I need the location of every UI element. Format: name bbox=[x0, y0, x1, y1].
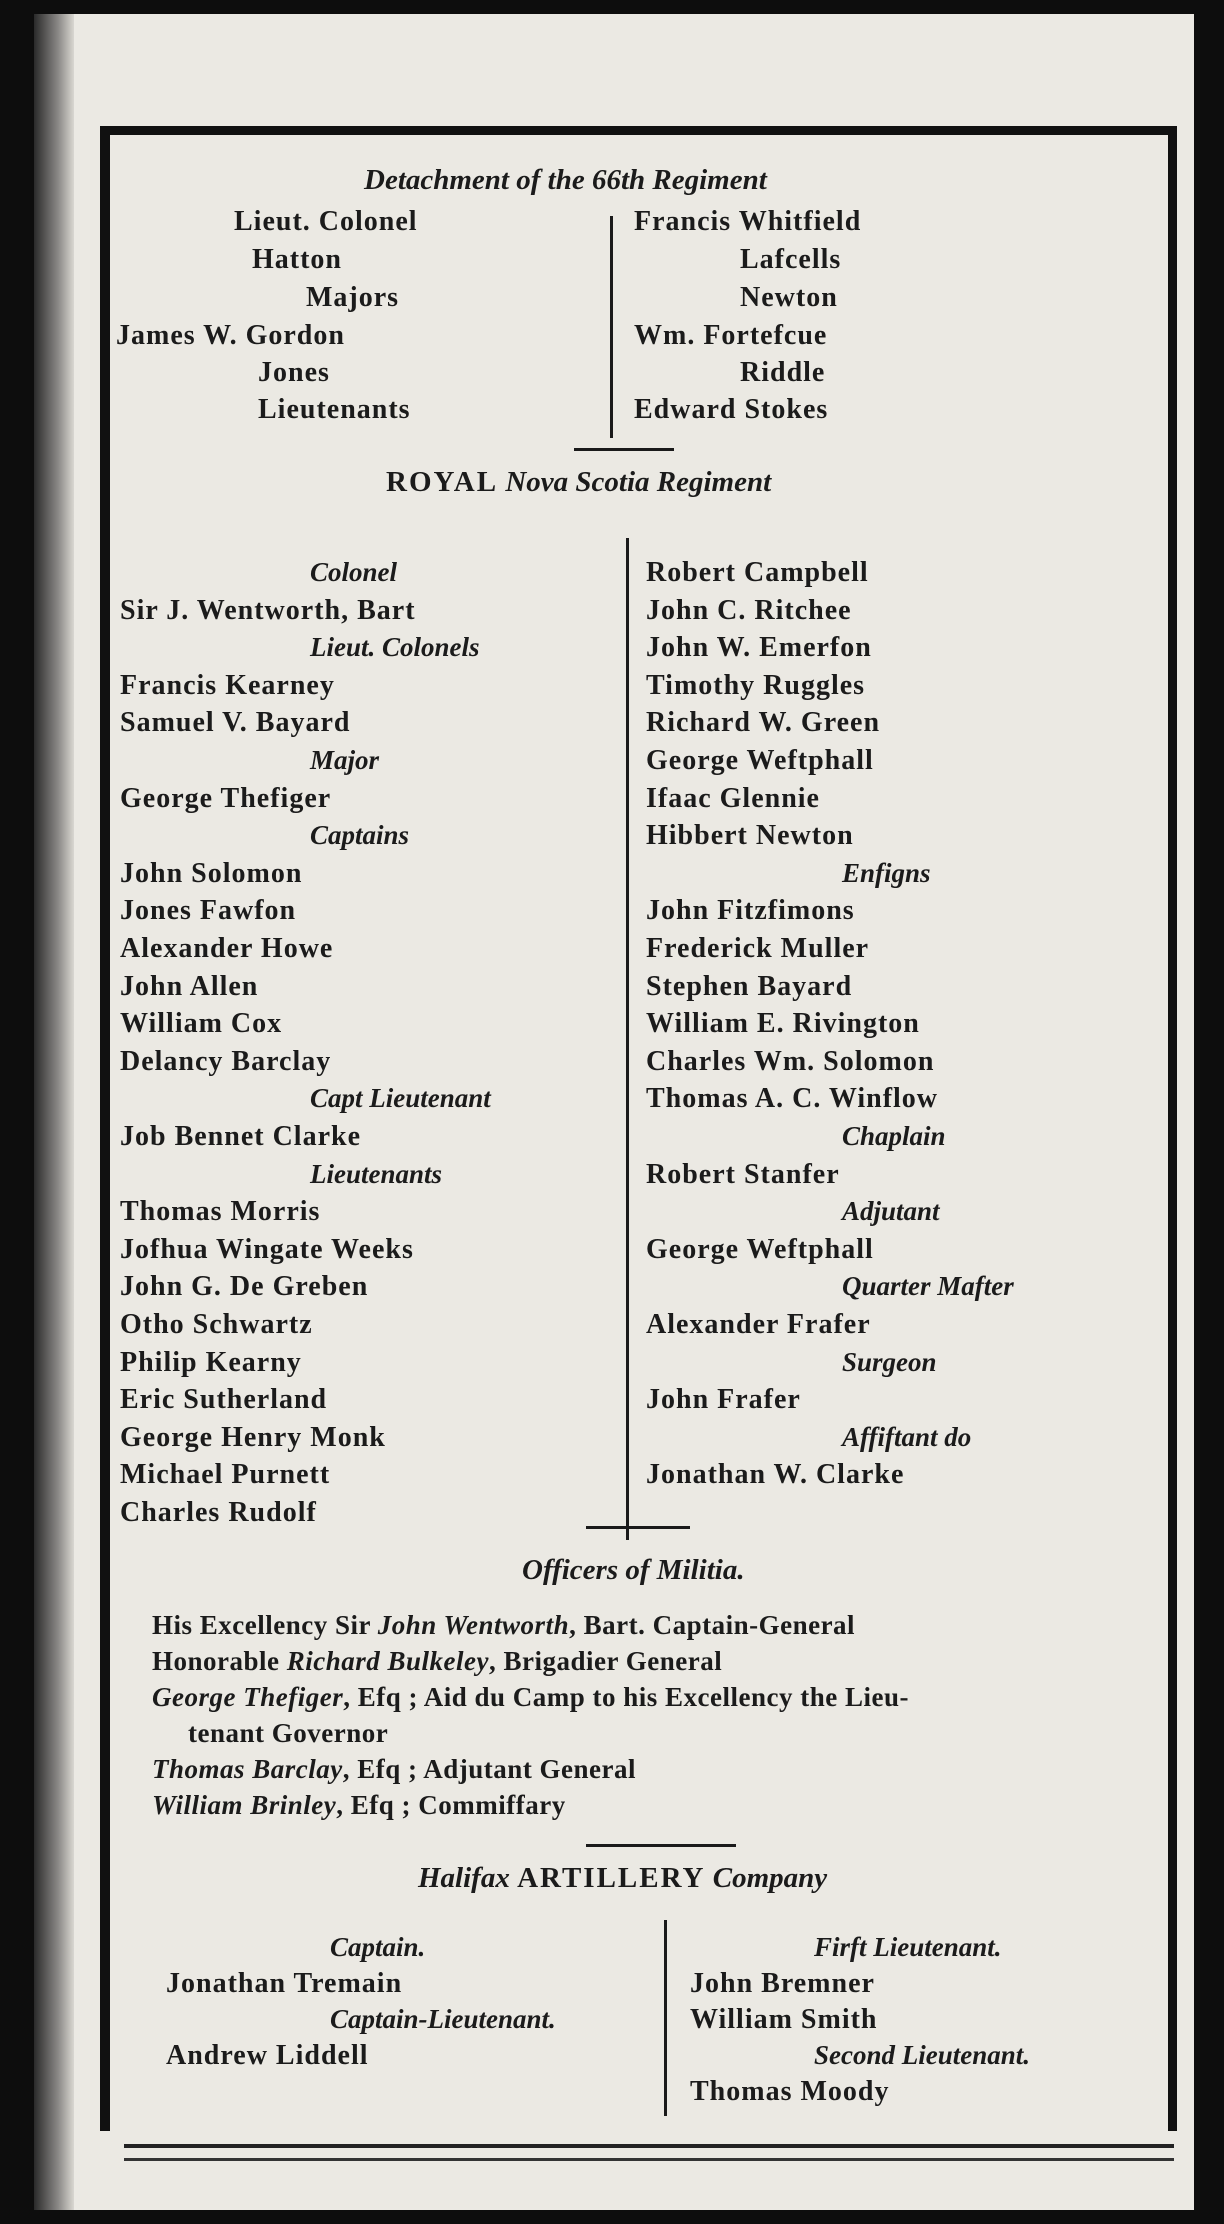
officer-name: Jonathan W. Clarke bbox=[646, 1459, 905, 1491]
officer-name: John W. Emerfon bbox=[646, 632, 872, 664]
officer-name: Alexander Howe bbox=[120, 933, 334, 964]
militia-line bbox=[152, 1682, 909, 1713]
militia-text: Honorable bbox=[152, 1646, 287, 1676]
militia-text: , Efq ; Commiffary bbox=[336, 1790, 566, 1820]
officer-name: George Henry Monk bbox=[120, 1421, 386, 1453]
officer-name: John C. Ritchee bbox=[646, 594, 852, 626]
detachment-right-1: Lafcells bbox=[740, 244, 842, 275]
detachment-right-3: Wm. Fortefcue bbox=[634, 320, 828, 351]
detachment-right-4: Riddle bbox=[740, 357, 826, 388]
officer-name: Richard W. Green bbox=[646, 707, 881, 739]
detachment-divider bbox=[610, 216, 613, 438]
artillery-divider bbox=[664, 1920, 667, 2116]
detachment-left-4: Jones bbox=[258, 357, 330, 388]
officer-name: Delancy Barclay bbox=[120, 1045, 332, 1077]
militia-line bbox=[152, 1646, 722, 1677]
officer-name: John Bremner bbox=[690, 1968, 875, 1999]
militia-line bbox=[188, 1718, 388, 1749]
militia-heading: Officers of Militia. bbox=[522, 1554, 745, 1586]
rank-heading: Captains bbox=[310, 820, 410, 851]
detachment-left-5: Lieutenants bbox=[258, 394, 411, 425]
officer-name: George Weftphall bbox=[646, 1233, 874, 1265]
officer-name: John Frafer bbox=[646, 1384, 801, 1416]
rank-heading: Quarter Mafter bbox=[842, 1271, 1014, 1302]
officer-name: Timothy Ruggles bbox=[646, 669, 866, 701]
officer-name: William Smith bbox=[690, 2004, 878, 2035]
officer-name: John Allen bbox=[120, 970, 259, 1002]
rank-heading: Captain-Lieutenant. bbox=[330, 2004, 556, 2034]
officer-name: Philip Kearny bbox=[120, 1346, 302, 1378]
rank-heading: Enfigns bbox=[842, 857, 931, 888]
detachment-right-2: Newton bbox=[740, 282, 838, 313]
militia-text: , Efq ; Adjutant General bbox=[342, 1754, 637, 1784]
officer-name: William E. Rivington bbox=[646, 1008, 920, 1040]
rank-heading: Firft Lieutenant. bbox=[814, 1932, 1002, 1962]
detachment-right-5: Edward Stokes bbox=[634, 394, 829, 425]
officer-name: Michael Purnett bbox=[120, 1459, 331, 1491]
section-rule bbox=[586, 1844, 736, 1847]
bottom-rule bbox=[124, 2144, 1174, 2161]
militia-officer-name: Richard Bulkeley bbox=[286, 1646, 490, 1676]
rank-heading: Captain. bbox=[330, 1932, 426, 1962]
officer-name: Robert Stanfer bbox=[646, 1158, 840, 1190]
officer-name: Otho Schwartz bbox=[120, 1309, 313, 1340]
officer-name: Job Bennet Clarke bbox=[120, 1121, 361, 1152]
rank-heading: Chaplain bbox=[842, 1121, 946, 1151]
militia-officer-name: William Brinley bbox=[152, 1790, 337, 1820]
militia-text: , Brigadier General bbox=[489, 1646, 723, 1676]
officer-name: Alexander Frafer bbox=[646, 1309, 871, 1340]
officer-name: George Weftphall bbox=[646, 745, 874, 776]
detachment-left-0: Lieut. Colonel bbox=[234, 206, 418, 237]
officer-name: Francis Kearney bbox=[120, 669, 335, 701]
detachment-heading: Detachment of the 66th Regiment bbox=[364, 164, 767, 196]
rank-heading: Major bbox=[310, 745, 380, 775]
officer-name: Andrew Liddell bbox=[166, 2040, 369, 2071]
officer-name: Samuel V. Bayard bbox=[120, 707, 351, 739]
officer-name: John G. De Greben bbox=[120, 1271, 369, 1303]
royal-divider bbox=[626, 538, 629, 1540]
officer-name: Jones Fawfon bbox=[120, 895, 297, 927]
rank-heading: Surgeon bbox=[842, 1346, 937, 1377]
officer-name: Charles Wm. Solomon bbox=[646, 1045, 935, 1077]
rank-heading: Affiftant do bbox=[842, 1421, 972, 1452]
rank-heading: Second Lieutenant. bbox=[814, 2040, 1031, 2070]
detachment-left-2: Majors bbox=[306, 282, 400, 313]
militia-text: His Excellency Sir bbox=[152, 1610, 378, 1640]
officer-name: Ifaac Glennie bbox=[646, 782, 820, 814]
officer-name: John Solomon bbox=[120, 857, 303, 889]
militia-text: , Bart. Captain-General bbox=[569, 1610, 856, 1640]
rank-heading: Colonel bbox=[310, 557, 398, 587]
officer-name: William Cox bbox=[120, 1008, 283, 1040]
officer-name: Charles Rudolf bbox=[120, 1497, 317, 1528]
almanac-page bbox=[34, 14, 1194, 2210]
militia-officer-name: John Wentworth bbox=[377, 1610, 570, 1640]
artillery-heading: Halifax ARTILLERY Company bbox=[418, 1862, 828, 1894]
officer-name: Hibbert Newton bbox=[646, 820, 854, 852]
militia-line bbox=[152, 1610, 855, 1641]
page-binding-shadow bbox=[34, 14, 74, 2210]
section-rule bbox=[574, 448, 674, 451]
officer-name: Jonathan Tremain bbox=[166, 1968, 403, 1999]
rank-heading: Lieut. Colonels bbox=[310, 632, 480, 663]
rank-heading: Adjutant bbox=[842, 1196, 940, 1227]
officer-name: John Fitzfimons bbox=[646, 895, 855, 927]
officer-name: George Thefiger bbox=[120, 782, 332, 814]
section-rule bbox=[586, 1526, 690, 1529]
officer-name: Thomas A. C. Winflow bbox=[646, 1083, 939, 1115]
militia-line bbox=[152, 1790, 566, 1821]
rank-heading: Lieutenants bbox=[310, 1158, 443, 1189]
officer-name: Robert Campbell bbox=[646, 557, 869, 588]
militia-officer-name: Thomas Barclay bbox=[152, 1754, 343, 1784]
officer-name: Frederick Muller bbox=[646, 933, 870, 964]
officer-name: Thomas Morris bbox=[120, 1196, 321, 1228]
militia-text: tenant Governor bbox=[188, 1718, 389, 1748]
detachment-left-1: Hatton bbox=[252, 244, 342, 275]
royal-heading: ROYAL Nova Scotia Regiment bbox=[386, 466, 772, 498]
militia-officer-name: George Thefiger bbox=[152, 1682, 344, 1712]
detachment-right-0: Francis Whitfield bbox=[634, 206, 862, 237]
rank-heading: Capt Lieutenant bbox=[310, 1083, 491, 1114]
officer-name: Stephen Bayard bbox=[646, 970, 853, 1002]
officer-name: Thomas Moody bbox=[690, 2076, 890, 2107]
militia-line bbox=[152, 1754, 636, 1785]
officer-name: Sir J. Wentworth, Bart bbox=[120, 594, 416, 626]
militia-text: , Efq ; Aid du Camp to his Excellency the Lieu- bbox=[343, 1682, 909, 1712]
detachment-left-3: James W. Gordon bbox=[116, 320, 345, 351]
officer-name: Jofhua Wingate Weeks bbox=[120, 1233, 414, 1265]
officer-name: Eric Sutherland bbox=[120, 1384, 328, 1416]
